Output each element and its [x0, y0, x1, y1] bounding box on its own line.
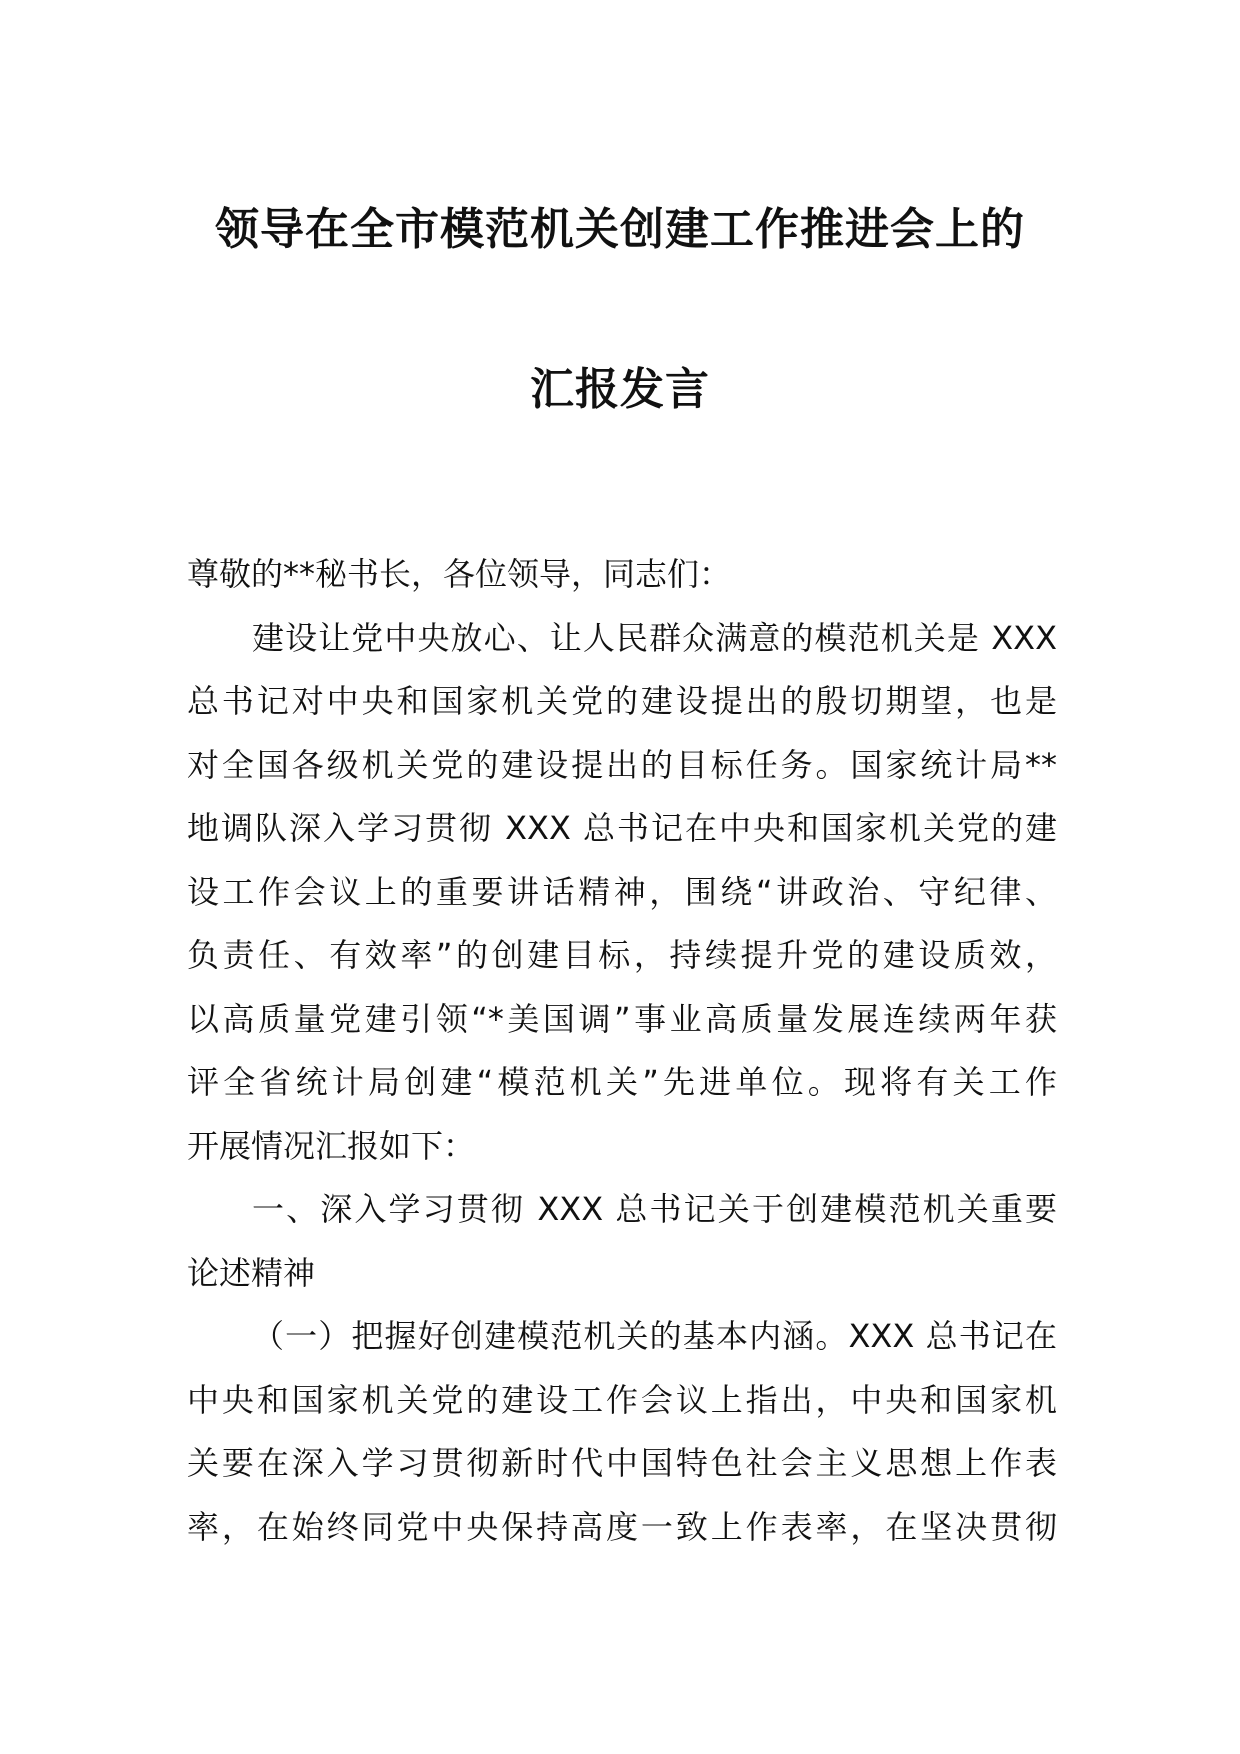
- paragraph-line: 关要在深入学习贯彻新时代中国特色社会主义思想上作表: [187, 1444, 1057, 1482]
- paragraph-line: 开展情况汇报如下：: [187, 1126, 476, 1165]
- paragraph-line: （一）把握好创建模范机关的基本内涵。XXX 总书记在: [252, 1317, 1057, 1355]
- paragraph-line: 建设让党中央放心、让人民群众满意的模范机关是 XXX: [252, 618, 1057, 657]
- paragraph-line: 中央和国家机关党的建设工作会议上指出，中央和国家机: [187, 1380, 1057, 1419]
- section-heading-line: 一、深入学习贯彻 XXX 总书记关于创建模范机关重要: [252, 1190, 1057, 1228]
- paragraph-line: 对全国各级机关党的建设提出的目标任务。国家统计局**: [187, 745, 1057, 784]
- salutation-line: 尊敬的**秘书长，各位领导，同志们：: [187, 555, 732, 593]
- page-title-line-2: 汇报发言: [530, 364, 710, 415]
- paragraph-line: 设工作会议上的重要讲话精神，围绕“讲政治、守纪律、: [187, 872, 1057, 911]
- paragraph-line: 地调队深入学习贯彻 XXX 总书记在中央和国家机关党的建: [187, 809, 1057, 847]
- paragraph-line: 总书记对中央和国家机关党的建设提出的殷切期望，也是: [187, 682, 1057, 720]
- paragraph-line: 负责任、有效率”的创建目标，持续提升党的建设质效，: [187, 936, 1057, 974]
- section-heading-line: 论述精神: [187, 1253, 316, 1292]
- page-title-line-1: 领导在全市模范机关创建工作推进会上的: [215, 204, 1025, 255]
- paragraph-line: 评全省统计局创建“模范机关”先进单位。现将有关工作: [187, 1063, 1057, 1101]
- document-body: [187, 543, 1057, 1559]
- paragraph-line: 以高质量党建引领“*美国调”事业高质量发展连续两年获: [187, 999, 1057, 1038]
- paragraph-line: 率，在始终同党中央保持高度一致上作表率，在坚决贯彻: [187, 1507, 1057, 1546]
